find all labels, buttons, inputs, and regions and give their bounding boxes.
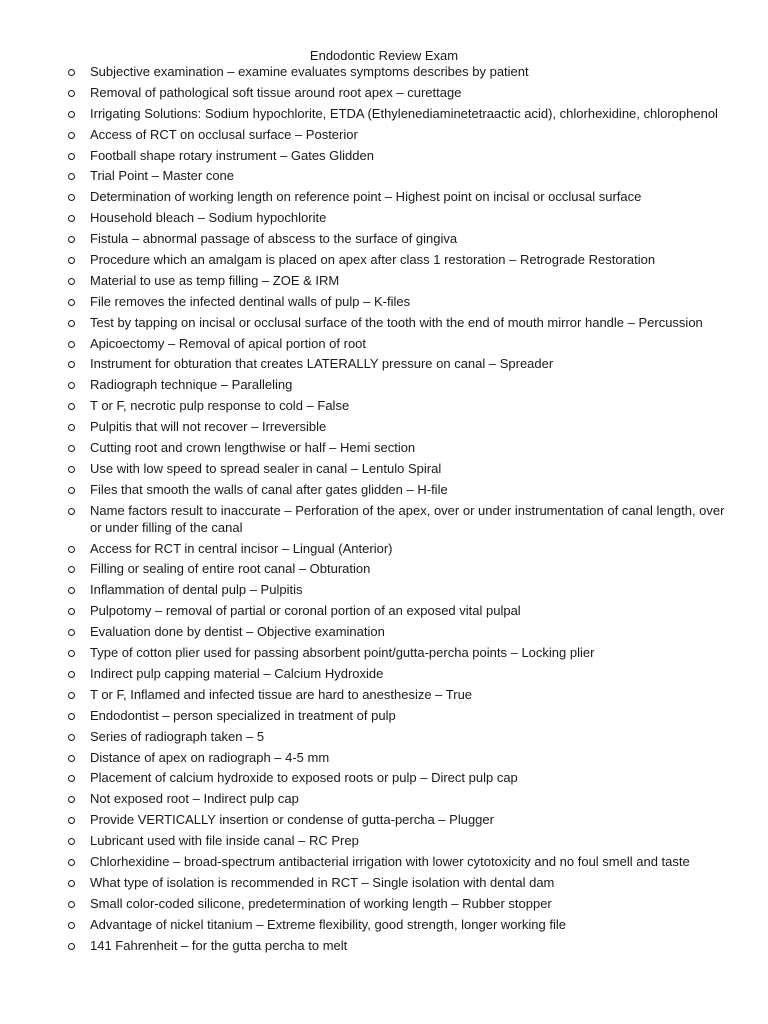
list-item [66, 481, 726, 498]
list-item-text: Household bleach – Sodium hypochlorite [90, 210, 327, 226]
hollow-circle-bullet-icon [68, 859, 75, 866]
hollow-circle-bullet-icon [68, 90, 75, 97]
list-item [66, 623, 726, 640]
hollow-circle-bullet-icon [68, 671, 75, 678]
list-item-text: Pulpotomy – removal of partial or coronal portion of an exposed vital pulpal [90, 603, 521, 619]
list-item-text: Lubricant used with file inside canal – RC Prep [90, 833, 359, 849]
list-item [66, 749, 726, 766]
hollow-circle-bullet-icon [68, 566, 75, 573]
list-item [66, 769, 726, 786]
list-item [66, 105, 726, 122]
hollow-circle-bullet-icon [68, 817, 75, 824]
hollow-circle-bullet-icon [68, 734, 75, 741]
list-item [66, 832, 726, 849]
hollow-circle-bullet-icon [68, 445, 75, 452]
list-item-text: Access of RCT on occlusal surface – Posterior [90, 126, 358, 142]
list-item-text: Subjective examination – examine evaluates symptoms describes by patient [90, 64, 529, 79]
list-item [66, 167, 726, 184]
hollow-circle-bullet-icon [68, 173, 75, 180]
list-item [66, 728, 726, 745]
list-item [66, 665, 726, 682]
list-item-text: Inflammation of dental pulp – Pulpitis [90, 582, 303, 598]
review-item-list [66, 63, 726, 957]
hollow-circle-bullet-icon [68, 901, 75, 908]
list-item [66, 707, 726, 724]
list-item-text: Test by tapping on incisal or occlusal surface of the tooth with the end of mouth mirror handle – Percussion [90, 314, 703, 330]
hollow-circle-bullet-icon [68, 111, 75, 118]
list-item [66, 790, 726, 807]
hollow-circle-bullet-icon [68, 278, 75, 285]
hollow-circle-bullet-icon [68, 215, 75, 222]
hollow-circle-bullet-icon [68, 361, 75, 368]
list-item-text: Series of radiograph taken – 5 [90, 728, 265, 744]
list-item-text: Type of cotton plier used for passing absorbent point/gutta-percha points – Locking plier [90, 645, 595, 661]
list-item-text: What type of isolation is recommended in RCT – Single isolation with dental dam [90, 874, 555, 890]
hollow-circle-bullet-icon [68, 508, 75, 515]
list-item-text: Evaluation done by dentist – Objective examination [90, 624, 385, 640]
list-item [66, 916, 726, 933]
list-item-text: Files that smooth the walls of canal after gates glidden – H-file [90, 481, 448, 497]
hollow-circle-bullet-icon [68, 132, 75, 139]
list-item [66, 209, 726, 226]
list-item [66, 272, 726, 289]
list-item [66, 686, 726, 703]
hollow-circle-bullet-icon [68, 838, 75, 845]
list-item-text: Endodontist – person specialized in treatment of pulp [90, 707, 396, 723]
list-item-text: Indirect pulp capping material – Calcium Hydroxide [90, 665, 384, 681]
list-item-text: Determination of working length on reference point – Highest point on incisal or occlusal surface [90, 189, 642, 205]
list-item [66, 293, 726, 310]
hollow-circle-bullet-icon [68, 466, 75, 473]
list-item-text: File removes the infected dentinal walls of pulp – K-files [90, 293, 411, 309]
list-item [66, 439, 726, 456]
list-item [66, 230, 726, 247]
hollow-circle-bullet-icon [68, 194, 75, 201]
list-item-text: Pulpitis that will not recover – Irreversible [90, 419, 327, 435]
hollow-circle-bullet-icon [68, 257, 75, 264]
list-item [66, 811, 726, 828]
hollow-circle-bullet-icon [68, 341, 75, 348]
hollow-circle-bullet-icon [68, 299, 75, 306]
list-item-text: Trial Point – Master cone [90, 168, 235, 184]
list-item [66, 874, 726, 891]
hollow-circle-bullet-icon [68, 487, 75, 494]
hollow-circle-bullet-icon [68, 775, 75, 782]
list-item [66, 460, 726, 477]
list-item-text: Apicoectomy – Removal of apical portion of root [90, 335, 367, 351]
document-title: Endodontic Review Exam [309, 48, 459, 63]
hollow-circle-bullet-icon [68, 755, 75, 762]
hollow-circle-bullet-icon [68, 236, 75, 243]
hollow-circle-bullet-icon [68, 587, 75, 594]
hollow-circle-bullet-icon [68, 943, 75, 950]
list-item-text: Material to use as temp filling – ZOE & IRM [90, 272, 340, 288]
list-item-text: Not exposed root – Indirect pulp cap [90, 791, 299, 807]
list-item [66, 644, 726, 661]
hollow-circle-bullet-icon [68, 546, 75, 553]
list-item [66, 602, 726, 619]
list-item [66, 937, 726, 954]
hollow-circle-bullet-icon [68, 424, 75, 431]
list-item [66, 418, 726, 435]
hollow-circle-bullet-icon [68, 880, 75, 887]
list-item [66, 335, 726, 352]
hollow-circle-bullet-icon [68, 608, 75, 615]
list-item-text: Access for RCT in central incisor – Lingual (Anterior) [90, 540, 393, 556]
hollow-circle-bullet-icon [68, 382, 75, 389]
hollow-circle-bullet-icon [68, 320, 75, 327]
list-item-text: Filling or sealing of entire root canal – Obturation [90, 561, 371, 577]
list-item-text: Placement of calcium hydroxide to exposed roots or pulp – Direct pulp cap [90, 770, 518, 786]
hollow-circle-bullet-icon [68, 153, 75, 160]
list-item [66, 188, 726, 205]
hollow-circle-bullet-icon [68, 922, 75, 929]
list-item [66, 147, 726, 164]
list-item [66, 540, 726, 557]
list-item [66, 84, 726, 101]
list-item-text: Irrigating Solutions: Sodium hypochlorite, ETDA (Ethylenediaminetetraactic acid), chlorhexidine, chlorophenol [90, 105, 718, 121]
list-item-text: Distance of apex on radiograph – 4-5 mm [90, 749, 330, 765]
list-item [66, 355, 726, 372]
list-item-text: Provide VERTICALLY insertion or condense of gutta-percha – Plugger [90, 812, 494, 828]
list-item [66, 560, 726, 577]
list-item-text: Fistula – abnormal passage of abscess to the surface of gingiva [90, 231, 458, 247]
list-item-text: Removal of pathological soft tissue around root apex – curettage [90, 84, 462, 100]
hollow-circle-bullet-icon [68, 713, 75, 720]
list-item-text: Instrument for obturation that creates LATERALLY pressure on canal – Spreader [90, 356, 554, 372]
list-item [66, 397, 726, 414]
hollow-circle-bullet-icon [68, 403, 75, 410]
list-item-text: T or F, Inflamed and infected tissue are hard to anesthesize – True [90, 686, 473, 702]
list-item-text: Cutting root and crown lengthwise or half – Hemi section [90, 440, 416, 456]
list-item-text: Advantage of nickel titanium – Extreme flexibility, good strength, longer working file [90, 916, 566, 932]
list-item-text: Radiograph technique – Paralleling [90, 377, 293, 393]
list-item [66, 63, 726, 80]
hollow-circle-bullet-icon [68, 692, 75, 699]
list-item-text: T or F, necrotic pulp response to cold – False [90, 398, 350, 414]
list-item [66, 314, 726, 331]
list-item [66, 895, 726, 912]
list-item [66, 581, 726, 598]
list-item [66, 376, 726, 393]
list-item-text: Chlorhexidine – broad-spectrum antibacterial irrigation with lower cytotoxicity and no foul smell and taste [90, 853, 690, 869]
list-item-text: Small color-coded silicone, predetermination of working length – Rubber stopper [90, 895, 552, 911]
list-item [66, 126, 726, 143]
list-item-text: Name factors result to inaccurate – Perforation of the apex, over or under instrumentation of canal length, over or under filling of the canal [90, 502, 725, 535]
list-item [66, 502, 726, 536]
list-item-text: Use with low speed to spread sealer in canal – Lentulo Spiral [90, 460, 442, 476]
hollow-circle-bullet-icon [68, 629, 75, 636]
list-item-text: 141 Fahrenheit – for the gutta percha to melt [90, 937, 348, 953]
hollow-circle-bullet-icon [68, 650, 75, 657]
list-item-text: Procedure which an amalgam is placed on apex after class 1 restoration – Retrograde Restoration [90, 252, 656, 268]
list-item [66, 251, 726, 268]
hollow-circle-bullet-icon [68, 69, 75, 76]
list-item [66, 853, 726, 870]
hollow-circle-bullet-icon [68, 796, 75, 803]
list-item-text: Football shape rotary instrument – Gates Glidden [90, 147, 374, 163]
